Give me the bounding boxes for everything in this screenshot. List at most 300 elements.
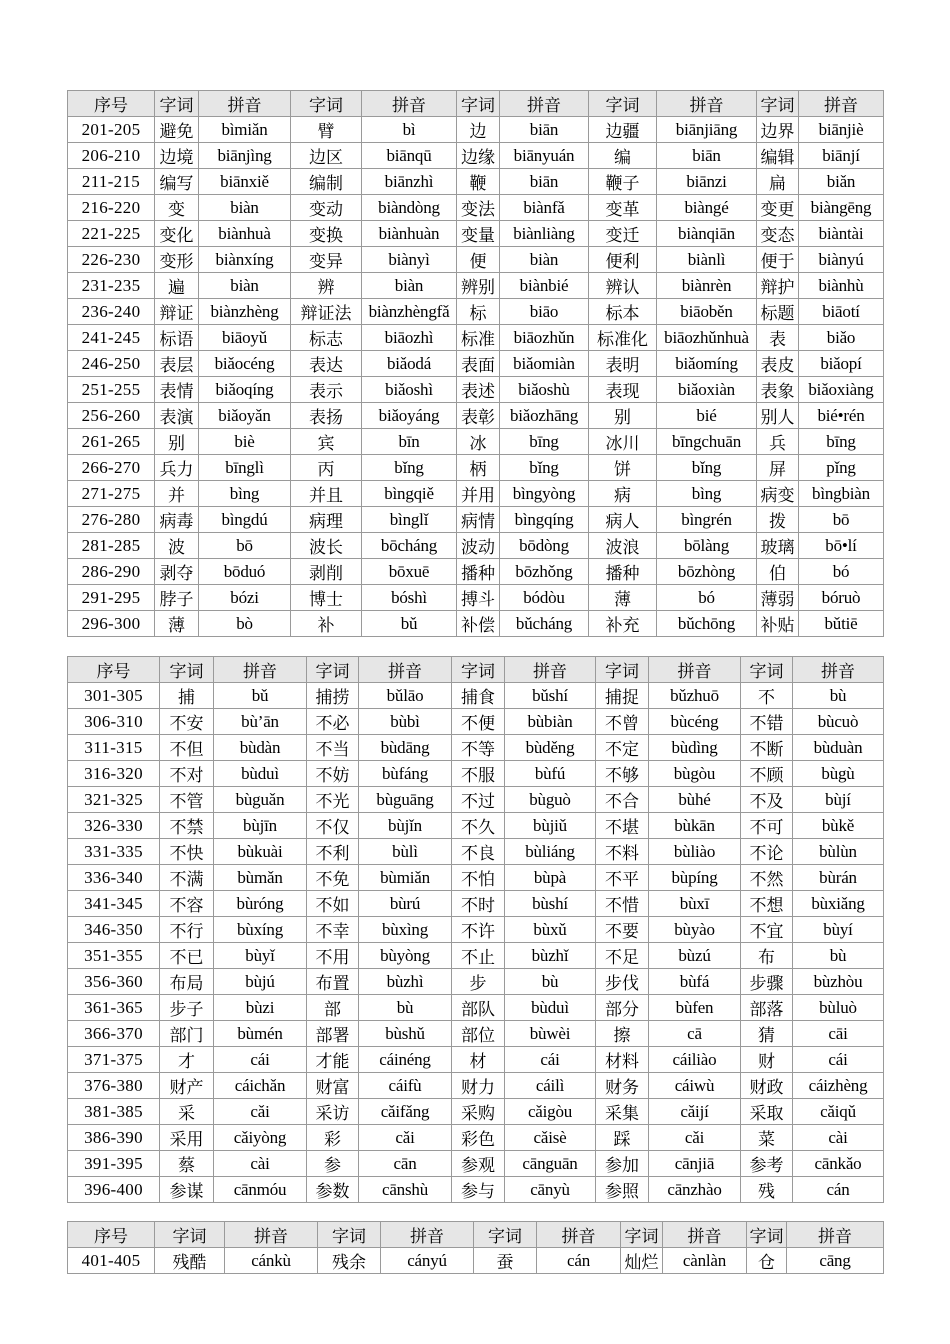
word-cell: 表达: [291, 351, 362, 377]
pinyin-cell: bǔ: [214, 683, 307, 709]
range-cell: 371-375: [68, 1047, 160, 1073]
word-cell: 辨别: [457, 273, 500, 299]
word-cell: 不及: [741, 787, 793, 813]
word-cell: 部: [307, 995, 359, 1021]
header-row: [68, 1222, 884, 1248]
word-cell: 薄: [155, 611, 199, 637]
word-cell: 遍: [155, 273, 199, 299]
word-cell: 病理: [291, 507, 362, 533]
table-row: [68, 787, 884, 813]
word-cell: 不良: [452, 839, 505, 865]
word-cell: 标语: [155, 325, 199, 351]
pinyin-cell: bìngqíng: [500, 507, 589, 533]
range-cell: 211-215: [68, 169, 155, 195]
word-cell: 边: [457, 117, 500, 143]
word-cell: 边境: [155, 143, 199, 169]
word-cell: 扁: [757, 169, 799, 195]
pinyin-cell: cǎi: [649, 1125, 741, 1151]
word-cell: 表象: [757, 377, 799, 403]
word-cell: 参与: [452, 1177, 505, 1203]
word-cell: 不便: [452, 709, 505, 735]
range-cell: 261-265: [68, 429, 155, 455]
word-cell: 变量: [457, 221, 500, 247]
pinyin-cell: bùhé: [649, 787, 741, 813]
pinyin-cell: bùpíng: [649, 865, 741, 891]
pinyin-cell: bùliáng: [505, 839, 596, 865]
pinyin-cell: biān: [657, 143, 757, 169]
pinyin-cell: biànfǎ: [500, 195, 589, 221]
pinyin-cell: bùkān: [649, 813, 741, 839]
pinyin-cell: pǐng: [799, 455, 884, 481]
word-cell: 冰川: [589, 429, 657, 455]
pinyin-cell: bùzi: [214, 995, 307, 1021]
pinyin-cell: bùmén: [214, 1021, 307, 1047]
pinyin-cell: bùrú: [359, 891, 452, 917]
word-cell: 表现: [589, 377, 657, 403]
range-cell: 231-235: [68, 273, 155, 299]
table-row: [68, 169, 884, 195]
pinyin-cell: biàn: [362, 273, 457, 299]
pinyin-cell: biānyuán: [500, 143, 589, 169]
pinyin-cell: bùxíng: [214, 917, 307, 943]
pinyin-cell: bùfú: [505, 761, 596, 787]
pinyin-cell: bùjiǔ: [505, 813, 596, 839]
table-row: [68, 195, 884, 221]
word-cell: 表示: [291, 377, 362, 403]
table-row: [68, 377, 884, 403]
word-cell: 不合: [596, 787, 649, 813]
header-word: 字词: [160, 657, 214, 683]
word-cell: 不光: [307, 787, 359, 813]
word-cell: 变更: [757, 195, 799, 221]
word-cell: 部位: [452, 1021, 505, 1047]
word-cell: 不妨: [307, 761, 359, 787]
pinyin-cell: bùjú: [214, 969, 307, 995]
pinyin-cell: cān: [359, 1151, 452, 1177]
word-cell: 不容: [160, 891, 214, 917]
word-cell: 不怕: [452, 865, 505, 891]
word-cell: 表彰: [457, 403, 500, 429]
word-cell: 不平: [596, 865, 649, 891]
word-cell: 不仅: [307, 813, 359, 839]
pinyin-cell: cāng: [787, 1248, 884, 1274]
pinyin-cell: cānkǎo: [793, 1151, 884, 1177]
table-body: [68, 1248, 884, 1274]
word-cell: 病情: [457, 507, 500, 533]
pinyin-cell: cā: [649, 1021, 741, 1047]
word-cell: 参考: [741, 1151, 793, 1177]
word-cell: 参加: [596, 1151, 649, 1177]
header-word: 字词: [757, 91, 799, 117]
pinyin-cell: bōxuē: [362, 559, 457, 585]
word-cell: 步伐: [596, 969, 649, 995]
word-cell: 标: [457, 299, 500, 325]
word-cell: 不宜: [741, 917, 793, 943]
pinyin-cell: bó: [799, 559, 884, 585]
pinyin-cell: biǎoyǎn: [199, 403, 291, 429]
pinyin-cell: bùzú: [649, 943, 741, 969]
word-cell: 菜: [741, 1125, 793, 1151]
header-pinyin: 拼音: [787, 1222, 884, 1248]
header-number: 序号: [68, 657, 160, 683]
pinyin-cell: bùxǔ: [505, 917, 596, 943]
pinyin-cell: biànhù: [799, 273, 884, 299]
word-cell: 便利: [589, 247, 657, 273]
pinyin-cell: bùliào: [649, 839, 741, 865]
word-cell: 布局: [160, 969, 214, 995]
word-cell: 边界: [757, 117, 799, 143]
pinyin-cell: biǎomiàn: [500, 351, 589, 377]
table-row: [68, 1099, 884, 1125]
table-row: [68, 507, 884, 533]
word-cell: 表层: [155, 351, 199, 377]
word-cell: 不行: [160, 917, 214, 943]
table-body: [68, 117, 884, 637]
pinyin-cell: biàn: [199, 195, 291, 221]
pinyin-cell: bùděng: [505, 735, 596, 761]
word-cell: 残余: [318, 1248, 381, 1274]
word-cell: 边区: [291, 143, 362, 169]
pinyin-cell: cái: [214, 1047, 307, 1073]
table-row: [68, 1021, 884, 1047]
header-word: 字词: [457, 91, 500, 117]
pinyin-cell: bù: [793, 943, 884, 969]
pinyin-cell: cáifù: [359, 1073, 452, 1099]
word-cell: 鞭: [457, 169, 500, 195]
pinyin-cell: bìngrén: [657, 507, 757, 533]
word-cell: 边疆: [589, 117, 657, 143]
word-cell: 财: [741, 1047, 793, 1073]
table-row: [68, 481, 884, 507]
pinyin-cell: biāozhǔnhuà: [657, 325, 757, 351]
table-row: [68, 865, 884, 891]
word-cell: 残酷: [155, 1248, 225, 1274]
word-cell: 不想: [741, 891, 793, 917]
pinyin-cell: biàntài: [799, 221, 884, 247]
word-cell: 病: [589, 481, 657, 507]
word-cell: 饼: [589, 455, 657, 481]
range-cell: 226-230: [68, 247, 155, 273]
pinyin-cell: bùcéng: [649, 709, 741, 735]
word-cell: 搏斗: [457, 585, 500, 611]
range-cell: 386-390: [68, 1125, 160, 1151]
range-cell: 311-315: [68, 735, 160, 761]
word-cell: 步骤: [741, 969, 793, 995]
pinyin-cell: bīng: [500, 429, 589, 455]
table-row: [68, 351, 884, 377]
header-pinyin: 拼音: [214, 657, 307, 683]
pinyin-cell: bùduàn: [793, 735, 884, 761]
pinyin-cell: bìngdú: [199, 507, 291, 533]
pinyin-cell: bùkuài: [214, 839, 307, 865]
word-cell: 参谋: [160, 1177, 214, 1203]
pinyin-cell: cānjiā: [649, 1151, 741, 1177]
range-cell: 241-245: [68, 325, 155, 351]
word-cell: 编写: [155, 169, 199, 195]
header-word: 字词: [474, 1222, 537, 1248]
table-row: [68, 117, 884, 143]
word-cell: 编制: [291, 169, 362, 195]
word-cell: 并且: [291, 481, 362, 507]
word-cell: 部署: [307, 1021, 359, 1047]
word-cell: 部落: [741, 995, 793, 1021]
pinyin-cell: biànzhèngfǎ: [362, 299, 457, 325]
word-cell: 不必: [307, 709, 359, 735]
pinyin-cell: cǎi: [214, 1099, 307, 1125]
pinyin-cell: bìng: [199, 481, 291, 507]
pinyin-cell: bùjīn: [214, 813, 307, 839]
pinyin-cell: bǐng: [657, 455, 757, 481]
range-cell: 206-210: [68, 143, 155, 169]
pinyin-cell: cānmóu: [214, 1177, 307, 1203]
word-cell: 材料: [596, 1047, 649, 1073]
range-cell: 221-225: [68, 221, 155, 247]
pinyin-cell: bō: [199, 533, 291, 559]
pinyin-cell: biànliàng: [500, 221, 589, 247]
word-cell: 猜: [741, 1021, 793, 1047]
pinyin-cell: cáiwù: [649, 1073, 741, 1099]
word-cell: 不足: [596, 943, 649, 969]
pinyin-cell: bùróng: [214, 891, 307, 917]
pinyin-cell: cānguān: [505, 1151, 596, 1177]
header-number: 序号: [68, 91, 155, 117]
table-row: [68, 325, 884, 351]
pinyin-cell: bōcháng: [362, 533, 457, 559]
table-row: [68, 683, 884, 709]
pinyin-cell: bù: [793, 683, 884, 709]
pinyin-cell: biè: [199, 429, 291, 455]
pinyin-cell: biànhuàn: [362, 221, 457, 247]
table-row: [68, 1125, 884, 1151]
pinyin-cell: biànzhèng: [199, 299, 291, 325]
pinyin-cell: bùdāng: [359, 735, 452, 761]
pinyin-cell: biǎozhāng: [500, 403, 589, 429]
word-cell: 兵: [757, 429, 799, 455]
pinyin-cell: bǔlāo: [359, 683, 452, 709]
word-cell: 薄弱: [757, 585, 799, 611]
word-cell: 播种: [457, 559, 500, 585]
pinyin-cell: cán: [537, 1248, 621, 1274]
vocab-table-2: [67, 656, 884, 1203]
word-cell: 部分: [596, 995, 649, 1021]
vocab-table-1: [67, 90, 884, 637]
word-cell: 采购: [452, 1099, 505, 1125]
word-cell: 波动: [457, 533, 500, 559]
word-cell: 财富: [307, 1073, 359, 1099]
pinyin-cell: cānshù: [359, 1177, 452, 1203]
word-cell: 不顾: [741, 761, 793, 787]
pinyin-cell: bùgù: [793, 761, 884, 787]
range-cell: 356-360: [68, 969, 160, 995]
word-cell: 残: [741, 1177, 793, 1203]
pinyin-cell: bǔzhuō: [649, 683, 741, 709]
word-cell: 财产: [160, 1073, 214, 1099]
range-cell: 266-270: [68, 455, 155, 481]
table-body: [68, 683, 884, 1203]
word-cell: 财政: [741, 1073, 793, 1099]
word-cell: 标准化: [589, 325, 657, 351]
word-cell: 才能: [307, 1047, 359, 1073]
pinyin-cell: bózi: [199, 585, 291, 611]
header-pinyin: 拼音: [657, 91, 757, 117]
table-row: [68, 735, 884, 761]
word-cell: 别人: [757, 403, 799, 429]
pinyin-cell: bùyòng: [359, 943, 452, 969]
header-word: 字词: [621, 1222, 663, 1248]
table-row: [68, 247, 884, 273]
pinyin-cell: bó: [657, 585, 757, 611]
range-cell: 296-300: [68, 611, 155, 637]
word-cell: 别: [589, 403, 657, 429]
pinyin-cell: bōzhòng: [657, 559, 757, 585]
pinyin-cell: biāo: [500, 299, 589, 325]
table-row: [68, 813, 884, 839]
pinyin-cell: biānxiě: [199, 169, 291, 195]
pinyin-cell: biān: [500, 169, 589, 195]
word-cell: 变态: [757, 221, 799, 247]
word-cell: 补贴: [757, 611, 799, 637]
pinyin-cell: bùzhòu: [793, 969, 884, 995]
word-cell: 踩: [596, 1125, 649, 1151]
pinyin-cell: bōduó: [199, 559, 291, 585]
word-cell: 变迁: [589, 221, 657, 247]
range-cell: 351-355: [68, 943, 160, 969]
word-cell: 表: [757, 325, 799, 351]
word-cell: 不幸: [307, 917, 359, 943]
word-cell: 不: [741, 683, 793, 709]
word-cell: 不满: [160, 865, 214, 891]
range-cell: 301-305: [68, 683, 160, 709]
word-cell: 不要: [596, 917, 649, 943]
pinyin-cell: biānjìng: [199, 143, 291, 169]
word-cell: 病人: [589, 507, 657, 533]
pinyin-cell: biàn: [199, 273, 291, 299]
word-cell: 补偿: [457, 611, 500, 637]
word-cell: 捕捞: [307, 683, 359, 709]
table-row: [68, 995, 884, 1021]
range-cell: 366-370: [68, 1021, 160, 1047]
pinyin-cell: biāoběn: [657, 299, 757, 325]
pinyin-cell: biǎopí: [799, 351, 884, 377]
word-cell: 表明: [589, 351, 657, 377]
pinyin-cell: bùyào: [649, 917, 741, 943]
table-row: [68, 403, 884, 429]
pinyin-cell: bóruò: [799, 585, 884, 611]
table-row: [68, 533, 884, 559]
pinyin-cell: bǔtiē: [799, 611, 884, 637]
pinyin-cell: biānzhì: [362, 169, 457, 195]
header-pinyin: 拼音: [793, 657, 884, 683]
word-cell: 表扬: [291, 403, 362, 429]
pinyin-cell: bùkě: [793, 813, 884, 839]
pinyin-cell: bùwèi: [505, 1021, 596, 1047]
pinyin-cell: biànhuà: [199, 221, 291, 247]
pinyin-cell: biānjiè: [799, 117, 884, 143]
pinyin-cell: bùduì: [214, 761, 307, 787]
word-cell: 不免: [307, 865, 359, 891]
word-cell: 表演: [155, 403, 199, 429]
word-cell: 布: [741, 943, 793, 969]
word-cell: 不可: [741, 813, 793, 839]
table-row: [68, 559, 884, 585]
header-row: [68, 91, 884, 117]
word-cell: 辩护: [757, 273, 799, 299]
word-cell: 不过: [452, 787, 505, 813]
range-cell: 291-295: [68, 585, 155, 611]
range-cell: 341-345: [68, 891, 160, 917]
table-row: [68, 221, 884, 247]
pinyin-cell: cài: [793, 1125, 884, 1151]
range-cell: 376-380: [68, 1073, 160, 1099]
word-cell: 不时: [452, 891, 505, 917]
pinyin-cell: bié: [657, 403, 757, 429]
pinyin-cell: cái: [505, 1047, 596, 1073]
pinyin-cell: cǎiyòng: [214, 1125, 307, 1151]
word-cell: 布置: [307, 969, 359, 995]
word-cell: 不快: [160, 839, 214, 865]
pinyin-cell: biānzi: [657, 169, 757, 195]
pinyin-cell: bùbì: [359, 709, 452, 735]
pinyin-cell: cǎisè: [505, 1125, 596, 1151]
pinyin-cell: bǔshí: [505, 683, 596, 709]
word-cell: 变化: [155, 221, 199, 247]
word-cell: 采访: [307, 1099, 359, 1125]
header-row: [68, 657, 884, 683]
pinyin-cell: biāotí: [799, 299, 884, 325]
pinyin-cell: bù: [505, 969, 596, 995]
pinyin-cell: biān: [500, 117, 589, 143]
word-cell: 辨: [291, 273, 362, 299]
pinyin-cell: biàngēng: [799, 195, 884, 221]
word-cell: 便: [457, 247, 500, 273]
pinyin-cell: bǔchōng: [657, 611, 757, 637]
header-pinyin: 拼音: [505, 657, 596, 683]
word-cell: 灿烂: [621, 1248, 663, 1274]
pinyin-cell: bìmiǎn: [199, 117, 291, 143]
table-row: [68, 1047, 884, 1073]
word-cell: 病变: [757, 481, 799, 507]
word-cell: 便于: [757, 247, 799, 273]
pinyin-cell: bùzhǐ: [505, 943, 596, 969]
word-cell: 鞭子: [589, 169, 657, 195]
word-cell: 辩证法: [291, 299, 362, 325]
vocab-table-3: [67, 1221, 884, 1274]
table-row: [68, 969, 884, 995]
range-cell: 201-205: [68, 117, 155, 143]
pinyin-cell: bùluò: [793, 995, 884, 1021]
word-cell: 采集: [596, 1099, 649, 1125]
word-cell: 变革: [589, 195, 657, 221]
word-cell: 不够: [596, 761, 649, 787]
word-cell: 采用: [160, 1125, 214, 1151]
word-cell: 补: [291, 611, 362, 637]
word-cell: 采: [160, 1099, 214, 1125]
word-cell: 玻璃: [757, 533, 799, 559]
table-row: [68, 455, 884, 481]
pinyin-cell: bùyǐ: [214, 943, 307, 969]
pinyin-cell: cànlàn: [663, 1248, 747, 1274]
word-cell: 变换: [291, 221, 362, 247]
word-cell: 兵力: [155, 455, 199, 481]
word-cell: 避免: [155, 117, 199, 143]
pinyin-cell: cǎifǎng: [359, 1099, 452, 1125]
word-cell: 捕: [160, 683, 214, 709]
word-cell: 不断: [741, 735, 793, 761]
pinyin-cell: bùfen: [649, 995, 741, 1021]
word-cell: 编辑: [757, 143, 799, 169]
pinyin-cell: bōlàng: [657, 533, 757, 559]
word-cell: 蚕: [474, 1248, 537, 1274]
